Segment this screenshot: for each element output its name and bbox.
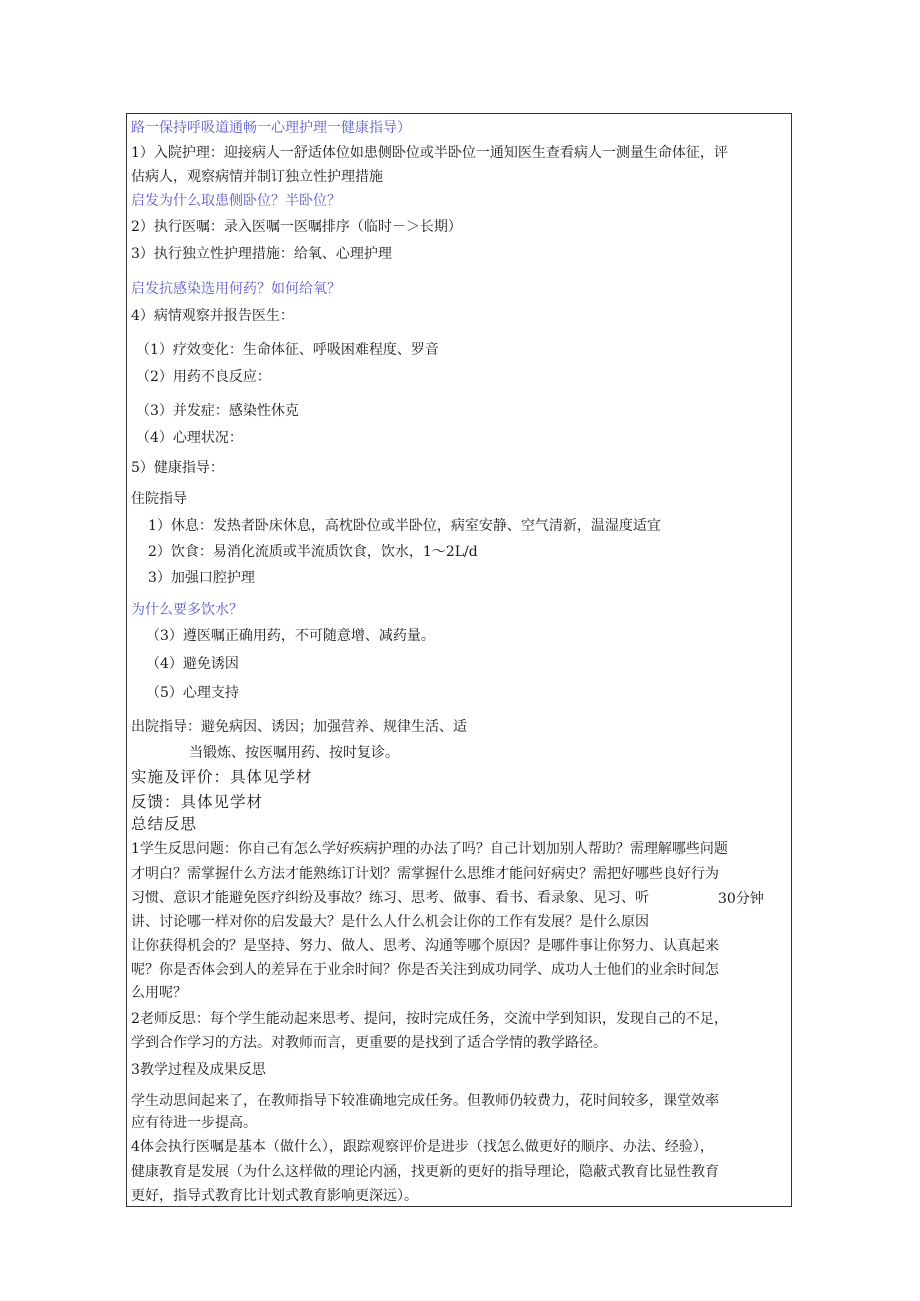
line-4: 启发为什么取患侧卧位？半卧位？ xyxy=(131,193,341,209)
line-12: （4）心理状况： xyxy=(136,430,243,446)
line-37: 学生动思间起来了，在教师指导下较准确地完成任务。但教师仍较费力，花时间较多，课堂效率 xyxy=(131,1093,719,1109)
line-20: （4）避免诱因 xyxy=(146,656,239,672)
line-27: 1学生反思问题：你自己有怎么学好疾病护理的办法了吗？自己计划加别人帮助？需理解哪些问题 xyxy=(131,841,728,857)
line-41: 更好，指导式教育比计划式教育影响更深远）。 xyxy=(131,1188,418,1204)
line-9: （1）疗效变化：生命体征、呼吸困难程度、罗音 xyxy=(136,342,439,358)
line-8: 4）病情观察并报告医生： xyxy=(131,308,294,324)
line-33: 么用呢？ xyxy=(131,985,187,1001)
line-39: 4体会执行医嘱是基本（做什么），跟踪观察评价是进步（找怎么做更好的顺序、办法、经验）， xyxy=(131,1139,714,1155)
line-25: 反馈：具体见学材 xyxy=(131,793,264,811)
line-16: 2）饮食：易消化流质或半流质饮食，饮水，1～2L/d xyxy=(148,544,478,560)
line-30: 讲、讨论哪一样对你的启发最大？是什么人什么机会让你的工作有发展？是什么原因 xyxy=(131,914,649,930)
line-22: 出院指导：避免病因、诱因；加强营养、规律生活、适 xyxy=(131,719,467,735)
line-28: 才明白？需掌握什么方法才能熟练订计划？需掌握什么思维才能问好病史？需把好哪些良好行为 xyxy=(131,866,719,882)
side-note-time: 30分钟 xyxy=(718,891,764,907)
line-23: 当锻炼、按医嘱用药、按时复诊。 xyxy=(189,745,399,761)
line-18: 为什么要多饮水？ xyxy=(131,602,243,618)
line-21: （5）心理支持 xyxy=(146,685,239,701)
line-3: 估病人，观察病情并制订独立性护理措施 xyxy=(131,169,383,185)
line-14: 住院指导 xyxy=(131,491,187,507)
line-34: 2老师反思：每个学生能动起来思考、提问，按时完成任务，交流中学到知识，发现自己的不足， xyxy=(131,1011,728,1027)
line-11: （3）并发症：感染性休克 xyxy=(136,403,299,419)
line-1: 路一保持呼吸道通畅一心理护理一健康指导） xyxy=(131,120,411,136)
line-5: 2）执行医嘱：录入医嘱一医嘱排序（临时－＞长期） xyxy=(131,219,462,235)
line-2: 1）入院护理：迎接病人一舒适体位如患侧卧位或半卧位一通知医生查看病人一测量生命体征，评 xyxy=(131,145,728,161)
line-7: 启发抗感染选用何药？如何给氧？ xyxy=(131,281,341,297)
line-32: 呢？你是否体会到人的差异在于业余时间？你是否关注到成功同学、成功人士他们的业余时间怎 xyxy=(131,962,719,978)
line-24: 实施及评价：具体见学材 xyxy=(131,768,313,786)
line-10: （2）用药不良反应： xyxy=(136,369,271,385)
line-13: 5）健康指导： xyxy=(131,460,224,476)
line-15: 1）休息：发热者卧床休息，高枕卧位或半卧位，病室安静、空气清新，温湿度适宜 xyxy=(148,518,661,534)
line-31: 让你获得机会的？是坚持、努力、做人、思考、沟通等哪个原因？是哪件事让你努力、认真起来 xyxy=(131,938,719,954)
line-40: 健康教育是发展（为什么这样做的理论内涵，找更新的更好的指导理论，隐蔽式教育比显性教育 xyxy=(131,1164,719,1180)
line-6: 3）执行独立性护理措施：给氧、心理护理 xyxy=(131,246,392,262)
line-36: 3教学过程及成果反思 xyxy=(131,1062,266,1078)
line-17: 3）加强口腔护理 xyxy=(148,570,255,586)
line-26: 总结反思 xyxy=(131,815,198,833)
line-29: 习惯、意识才能避免医疗纠纷及事故？练习、思考、做事、看书、看录象、见习、听 xyxy=(131,890,649,906)
line-38: 应有待进一步提高。 xyxy=(131,1115,257,1131)
line-19: （3）遵医嘱正确用药，不可随意增、减药量。 xyxy=(146,628,435,644)
line-35: 学到合作学习的方法。对教师而言，更重要的是找到了适合学情的教学路径。 xyxy=(131,1035,607,1051)
